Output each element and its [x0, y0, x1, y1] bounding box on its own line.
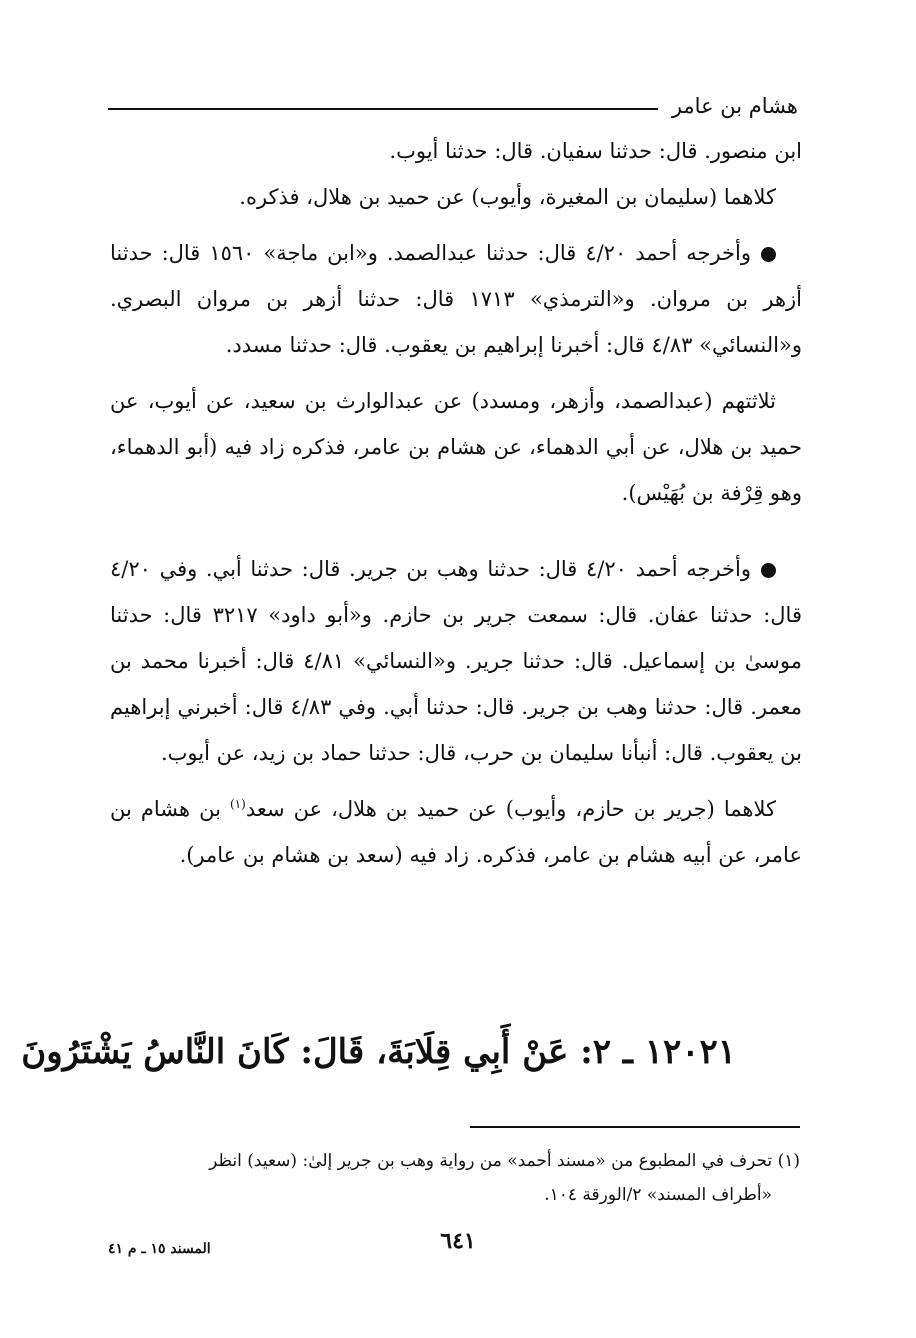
hadith-heading: ١٢٠٢١ ـ ٢: عَنْ أَبِي قِلَابَةَ، قَالَ: كَانَ النَّاسُ يَشْتَرُونَ [21, 1032, 736, 1072]
paragraph-kilahuma [110, 786, 802, 878]
footnote-reference: (١) [229, 797, 246, 811]
paragraph-thalathatuhum: ثلاثتهم (عبدالصمد، وأزهر، ومسدد) عن عبدالوارث بن سعيد، عن أيوب، عن حميد بن هلال، عن أبي الدهماء، عن هشام بن عامر، فذكره زاد فيه (أبو الدهماء، وهو قِرْفة بن بُهَيْس). [110, 389, 802, 505]
paragraph-text: كلاهما (جرير بن حازم، وأيوب) عن حميد بن هلال، عن سعد [245, 797, 776, 821]
printer-signature: المسند ١٥ ـ م ٤١ [108, 1241, 211, 1257]
paragraph-text: وأخرجه أحمد ٤/٢٠ قال: حدثنا عبدالصمد. و«ابن ماجة» ١٥٦٠ قال: حدثنا أزهر بن مروان. و«الترمذي» ١٧١٣ قال: حدثنا أزهر بن مروان البصري. و«النسائي» ٤/٨٣ قال: أخبرنا إبراهيم بن يعقوب. قال: حدثنا مسدد. [110, 241, 803, 357]
footnote [108, 1144, 800, 1212]
footnote-line: «أطراف المسند» ٢/الورقة ١٠٤. [544, 1185, 772, 1205]
main-text [110, 128, 802, 878]
paragraph-text: بن هشام بن عامر، عن أبيه هشام بن عامر، فذكره. زاد فيه (سعد بن هشام بن عامر). [110, 797, 802, 867]
paragraph-ahmad-2 [110, 546, 802, 776]
bullet-icon [761, 563, 776, 578]
bullet-icon [761, 247, 776, 262]
paragraph-line: ابن منصور. قال: حدثنا سفيان. قال: حدثنا أيوب. [389, 139, 802, 163]
page-number: ٦٤١ [440, 1228, 476, 1254]
footnote-text: تحرف في المطبوع من «مسند أحمد» من رواية وهب بن جرير إلىٰ: (سعيد) انظر [209, 1151, 773, 1171]
running-header [108, 86, 798, 126]
paragraph-text: وأخرجه أحمد ٤/٢٠ قال: حدثنا وهب بن جرير. قال: حدثنا أبي. وفي ٤/٢٠ قال: حدثنا عفان. قال: سمعت جرير بن حازم. و«أبو داود» ٣٢١٧ قال: حدثنا موسىٰ بن إسماعيل. قال: حدثنا جرير. و«النسائي» ٤/٨١ قال: أخبرنا محمد بن معمر. قال: حدثنا وهب بن جرير. قال: حدثنا أبي. وفي ٤/٨٣ قال: أخبرني إبراهيم بن يعقوب. قال: أنبأنا سليمان بن حرب، قال: حدثنا حماد بن زيد، عن أيوب. [110, 557, 802, 765]
paragraph-line: كلاهما (سليمان بن المغيرة، وأيوب) عن حميد بن هلال، فذكره. [239, 185, 776, 209]
running-title: هشام بن عامر [671, 94, 798, 118]
footnote-line [108, 1144, 800, 1178]
footnote-rule [470, 1126, 800, 1128]
footnote-marker: (١) [777, 1151, 800, 1171]
paragraph-ahmad-1 [110, 230, 802, 368]
header-rule [108, 108, 658, 110]
